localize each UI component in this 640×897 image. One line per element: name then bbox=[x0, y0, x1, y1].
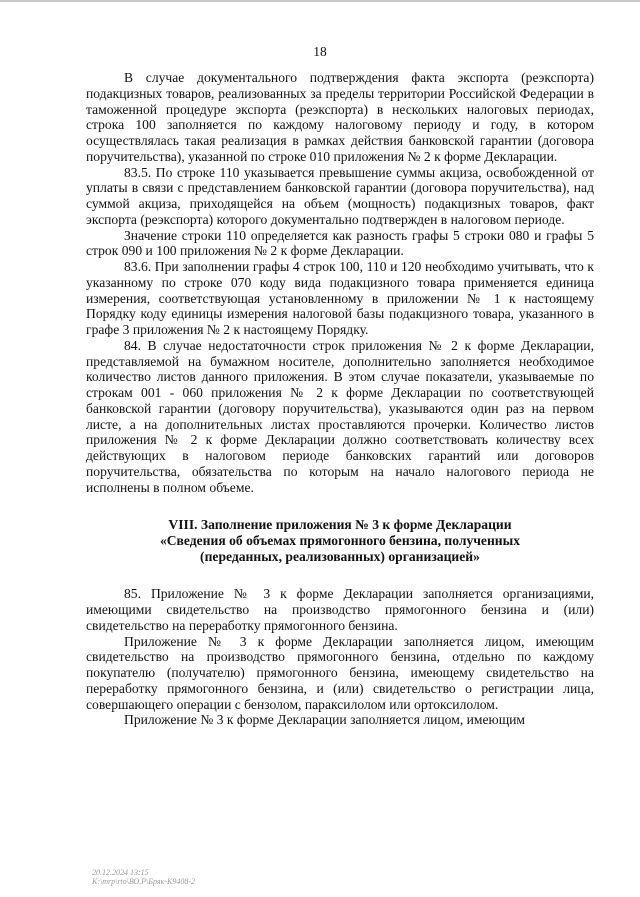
paragraph: 83.5. По строке 110 указывается превышение суммы акциза, освобожденной от уплаты в связи с представлением банковской гарантии (договора поручительства), над суммой акциза, приходящейся на объем (мощность) подакцизных товаров, факт экспорта (реэкспорта) которого документально подтвержден в налоговом периоде. bbox=[86, 164, 594, 227]
section-heading bbox=[86, 517, 594, 565]
paragraph: 84. В случае недостаточности строк приложения № 2 к форме Декларации, представляемой на бумажном носителе, дополнительно заполняется необходимое количество листов данного приложения. В этом случае показатели, указываемые по строкам 001 - 060 приложения № 2 к форме Декларации по соответствующей банковской гарантии (договору поручительства), указываются один раз на первом листе, а на дополнительных листах проставляются прочерки. Количество листов приложения № 2 к форме Декларации должно соответствовать количеству всех действующих в налоговом периоде банковских гарантий или договоров поручительства, обязательства по которым на начало налогового периода не исполнены в полном объеме. bbox=[86, 337, 594, 495]
paragraph: Приложение № 3 к форме Декларации заполняется лицом, имеющим свидетельство на производство прямогонного бензина, отдельно по каждому покупателю (получателю) прямогонного бензина, имеющему свидетельство на переработку прямогонного бензина, и (или) свидетельство о регистрации лица, совершающего операции с бензолом, параксилолом или ортоксилолом. bbox=[86, 633, 594, 712]
section-heading-line: (переданных, реализованных) организацией» bbox=[200, 549, 480, 565]
document-body bbox=[86, 70, 594, 728]
page-number: 18 bbox=[313, 44, 327, 59]
stamp-date: 20.12.2024 13:15 bbox=[92, 868, 149, 877]
paragraph: Приложение № 3 к форме Декларации заполняется лицом, имеющим bbox=[124, 712, 526, 728]
section-heading-line: VIII. Заполнение приложения № 3 к форме Декларации bbox=[168, 517, 512, 533]
stamp-path: К:\mrp\rto\ВО.Р\Бряк-К9408-2 bbox=[92, 877, 195, 886]
section-heading-line: «Сведения об объемах прямогонного бензина, полученных bbox=[159, 533, 521, 549]
document-stamp bbox=[92, 868, 195, 886]
paragraph: Значение строки 110 определяется как разность графы 5 строки 080 и графы 5 строк 090 и 100 приложения № 2 к форме Декларации. bbox=[86, 227, 594, 259]
paragraph: 85. Приложение № 3 к форме Декларации заполняется организациями, имеющими свидетельство на производство прямогонного бензина и (или) свидетельство на переработку прямогонного бензина. bbox=[86, 586, 594, 633]
scan-edge bbox=[0, 0, 640, 2]
paragraph: В случае документального подтверждения факта экспорта (реэкспорта) подакцизных товаров, реализованных за пределы территории Российской Федерации в таможенной процедуре экспорта (реэкспорта) в нескольких налоговых периодах, строка 100 заполняется по каждому налоговому периоду и году, в котором осуществлялась такая реализация в рамках действия банковской гарантии (договора поручительства), указанной по строке 010 приложения № 2 к форме Декларации. bbox=[86, 70, 594, 164]
paragraph: 83.6. При заполнении графы 4 строк 100, 110 и 120 необходимо учитывать, что к указанному по строке 070 коду вида подакцизного товара применяется единица измерения, соответствующая установленному в приложении № 1 к настоящему Порядку коду единицы измерения налоговой базы подакцизного товара, указанного в графе 3 приложения № 2 к настоящему Порядку. bbox=[86, 259, 594, 337]
